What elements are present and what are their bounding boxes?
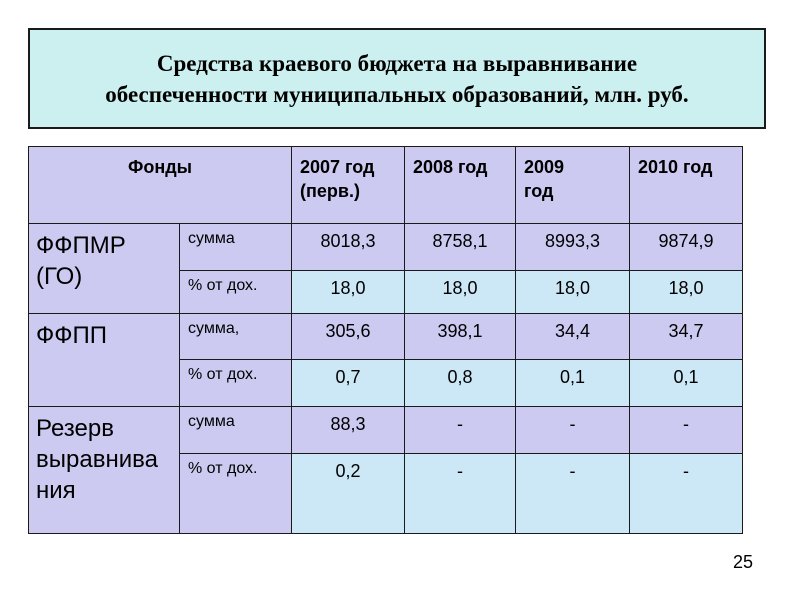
cell-value: 8758,1 <box>405 224 516 271</box>
cell-value: 88,3 <box>292 407 405 454</box>
header-year-2007-line1: 2007 год <box>300 157 375 177</box>
row-label: сумма <box>180 407 292 454</box>
header-year-2008-line1: 2008 год <box>413 157 488 177</box>
row-label: % от дох. <box>180 360 292 407</box>
title-line-1: Средства краевого бюджета на выравнивание <box>156 50 638 76</box>
fund-name-line: (ГО) <box>36 263 83 290</box>
cell-value: 0,8 <box>405 360 516 407</box>
fund-name-line: ФФПП <box>36 322 107 349</box>
table-header-row <box>29 147 743 224</box>
fund-name-ffpp <box>29 314 180 407</box>
cell-value: 18,0 <box>405 271 516 314</box>
cell-value: - <box>405 407 516 454</box>
row-label: % от дох. <box>180 454 292 534</box>
cell-value: - <box>630 407 743 454</box>
header-year-2009-line1: 2009 <box>524 157 565 177</box>
header-year-2010 <box>630 147 743 224</box>
slide-title-box <box>28 28 766 129</box>
cell-value: - <box>516 454 630 534</box>
header-year-2007 <box>292 147 405 224</box>
fund-name-line: выравнива <box>36 446 158 473</box>
cell-value: 18,0 <box>630 271 743 314</box>
cell-value: - <box>405 454 516 534</box>
row-label: сумма, <box>180 314 292 360</box>
header-year-2010-line1: 2010 год <box>638 157 713 177</box>
fund-name-reserve <box>29 407 180 534</box>
table-row <box>29 224 743 271</box>
header-year-2007-line2: (перв.) <box>300 181 360 201</box>
cell-value: 0,7 <box>292 360 405 407</box>
table-row <box>29 407 743 454</box>
cell-value: 18,0 <box>516 271 630 314</box>
title-line-2: обеспеченности муниципальных образований, млн. руб. <box>105 81 689 107</box>
fund-name-ffpmr <box>29 224 180 314</box>
header-year-2009-line2: год <box>524 181 554 201</box>
cell-value: 0,1 <box>630 360 743 407</box>
row-label: % от дох. <box>180 271 292 314</box>
cell-value: 34,7 <box>630 314 743 360</box>
cell-value: 398,1 <box>405 314 516 360</box>
cell-value: 8018,3 <box>292 224 405 271</box>
cell-value: 0,1 <box>516 360 630 407</box>
table-row <box>29 314 743 360</box>
header-funds: Фонды <box>29 147 292 224</box>
cell-value: - <box>630 454 743 534</box>
cell-value: 0,2 <box>292 454 405 534</box>
cell-value: 305,6 <box>292 314 405 360</box>
page-number: 25 <box>732 552 754 572</box>
fund-name-line: ния <box>36 477 76 504</box>
header-year-2009 <box>516 147 630 224</box>
row-label: сумма <box>180 224 292 271</box>
cell-value: 8993,3 <box>516 224 630 271</box>
header-year-2008 <box>405 147 516 224</box>
cell-value: 9874,9 <box>630 224 743 271</box>
cell-value: 34,4 <box>516 314 630 360</box>
cell-value: 18,0 <box>292 271 405 314</box>
fund-name-line: ФФПМР <box>36 232 126 259</box>
fund-name-line: Резерв <box>36 415 114 442</box>
cell-value: - <box>516 407 630 454</box>
budget-table <box>28 146 743 534</box>
slide-title <box>105 48 688 110</box>
